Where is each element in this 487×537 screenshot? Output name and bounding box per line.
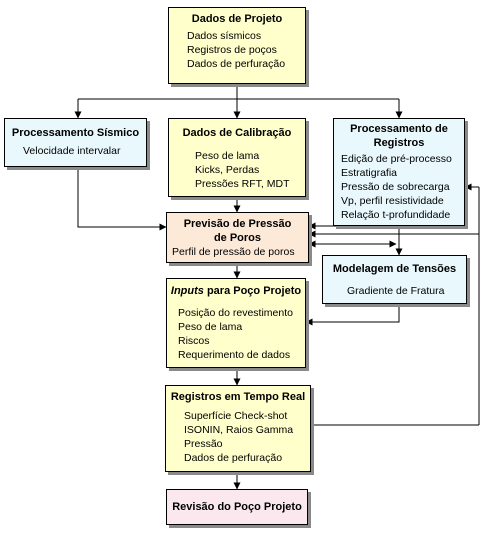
inputs-title-italic: Inputs — [170, 285, 204, 297]
list-item: Riscos — [178, 335, 210, 347]
list-item: Kicks, Perdas — [195, 164, 260, 176]
revisao-do-poco-projeto-title: Revisão do Poço Projeto — [172, 501, 302, 513]
list-item: Dados sísmicos — [187, 30, 262, 42]
arrow-sismico-to-previsao — [78, 167, 166, 227]
list-item: Gradiente de Fratura — [347, 285, 445, 297]
list-item: Estratigrafia — [341, 167, 398, 179]
processamento-sismico-title: Processamento Sísmico — [11, 127, 140, 139]
previsao-title-line1: Previsão de Pressão — [183, 218, 292, 230]
registros-em-tempo-real-title: Registros em Tempo Real — [170, 391, 306, 403]
dados-de-projeto-box — [168, 7, 306, 84]
dados-de-calibracao-box — [168, 118, 306, 197]
list-item: Pressão — [184, 438, 223, 450]
list-item: ISONIN, Raios Gamma — [184, 424, 294, 436]
list-item: Pressões RFT, MDT — [195, 178, 290, 190]
list-item: Dados de perfuração — [187, 58, 286, 70]
list-item: Edição de pré-processo — [341, 153, 452, 165]
processamento-de-registros-box — [333, 118, 465, 226]
inputs-para-poco-projeto-box — [166, 278, 306, 368]
processamento-de-registros-title-line1: Processamento de — [350, 123, 448, 135]
registros-em-tempo-real-box — [165, 385, 311, 472]
list-item: Peso de lama — [178, 321, 243, 333]
list-item: Pressão de sobrecarga — [341, 181, 450, 193]
list-item: Perfil de pressão de poros — [172, 246, 295, 258]
processamento-sismico-box — [4, 118, 147, 167]
processamento-de-registros-title-line2: Registros — [373, 137, 425, 149]
previsao-de-pressao-de-poros-box — [166, 212, 309, 263]
list-item: Dados de perfuração — [184, 452, 283, 464]
list-item: Vp, perfil resistividade — [341, 195, 444, 207]
list-item: Registros de poços — [187, 44, 277, 56]
dados-de-projeto-title: Dados de Projeto — [191, 13, 283, 25]
list-item: Peso de lama — [195, 150, 260, 162]
dados-de-calibracao-title: Dados de Calibração — [182, 127, 292, 139]
list-item: Posição do revestimento — [178, 307, 293, 319]
modelagem-de-tensoes-title: Modelagem de Tensões — [332, 263, 457, 275]
list-item: Requerimento de dados — [178, 349, 291, 361]
arrow-modelagem-to-inputs — [306, 304, 399, 322]
revisao-do-poco-projeto-box — [166, 489, 308, 525]
modelagem-de-tensoes-box — [322, 255, 467, 304]
list-item: Superfície Check-shot — [184, 410, 288, 422]
previsao-title-line2: de Poros — [213, 232, 262, 244]
inputs-title-rest: para Poço Projeto — [203, 285, 302, 297]
list-item: Velocidade intervalar — [23, 145, 121, 157]
list-item: Relação t-profundidade — [341, 209, 451, 221]
inputs-title — [167, 284, 305, 298]
